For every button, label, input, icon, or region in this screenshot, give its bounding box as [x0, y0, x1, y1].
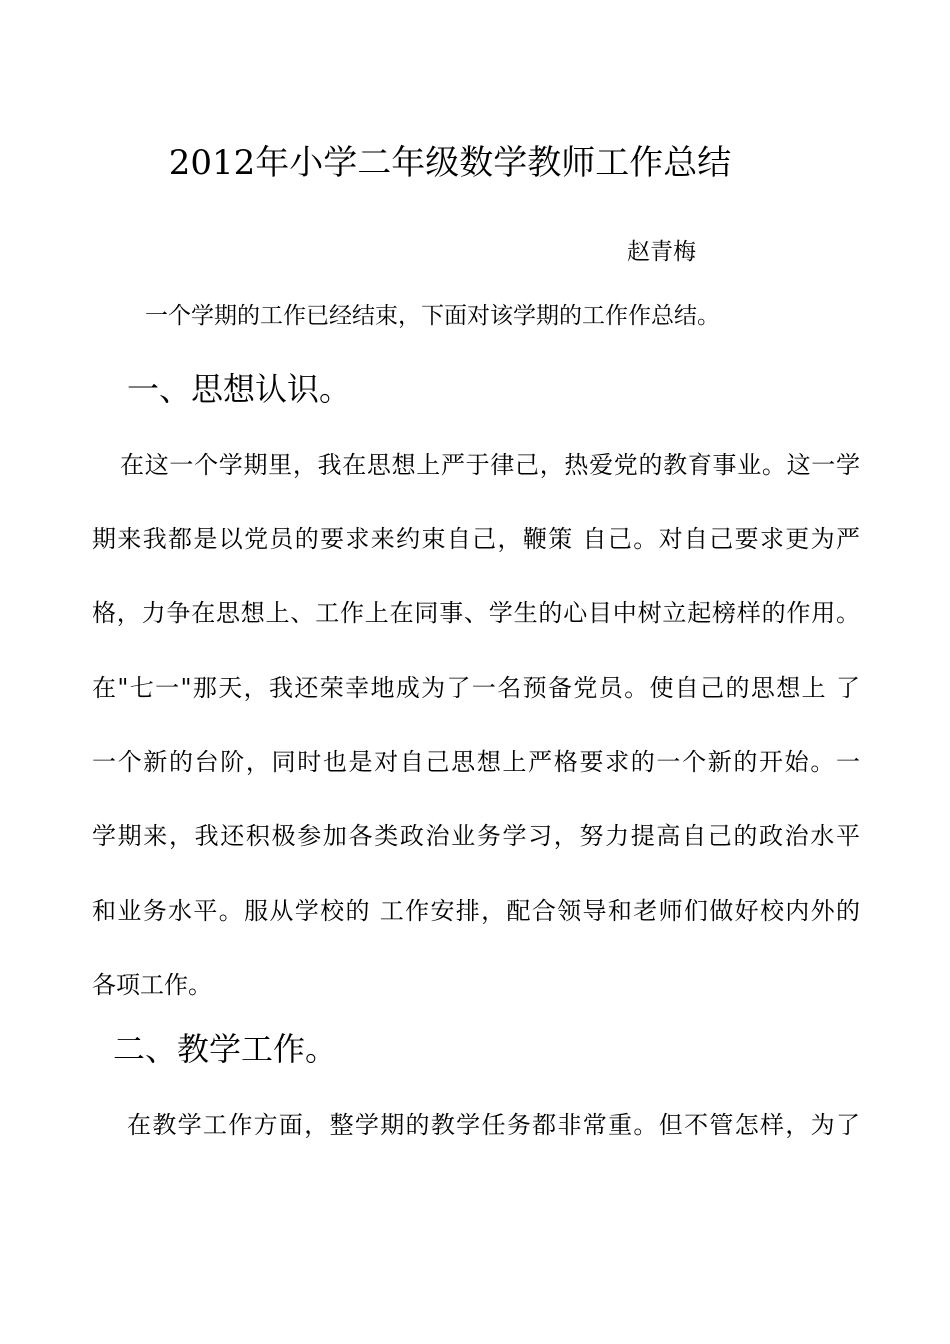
paragraph-line: 和业务水平。服从学校的 工作安排，配合领导和老师们做好校内外的	[92, 897, 860, 925]
paragraph-line: 各项工作。	[92, 971, 212, 999]
paragraph-line: 在"七一"那天，我还荣幸地成为了一名预备党员。使自己的思想上 了	[92, 674, 860, 702]
paragraph-line: 在教学工作方面，整学期的教学任务都非常重。但不管怎样，为了	[127, 1111, 860, 1139]
paragraph-line: 一个新的台阶，同时也是对自己思想上严格要求的一个新的开始。一	[92, 748, 860, 776]
author-name: 赵青梅	[627, 239, 696, 265]
section-heading-thought: 一、思想认识。	[127, 370, 352, 408]
document-title: 2012年小学二年级数学教师工作总结	[168, 143, 732, 183]
paragraph-line: 学期来，我还积极参加各类政治业务学习，努力提高自己的政治水平	[92, 822, 860, 850]
paragraph-line: 期来我都是以党员的要求来约束自己，鞭策 自己。对自己要求更为严	[92, 525, 860, 553]
paragraph-line: 格，力争在思想上、工作上在同事、学生的心目中树立起榜样的作用。	[92, 599, 860, 627]
intro-paragraph: 一个学期的工作已经结束，下面对该学期的工作作总结。	[145, 303, 720, 329]
section-heading-teaching: 二、教学工作。	[113, 1030, 338, 1068]
paragraph-line: 在这一个学期里，我在思想上严于律己，热爱党的教育事业。这一学	[120, 451, 860, 479]
